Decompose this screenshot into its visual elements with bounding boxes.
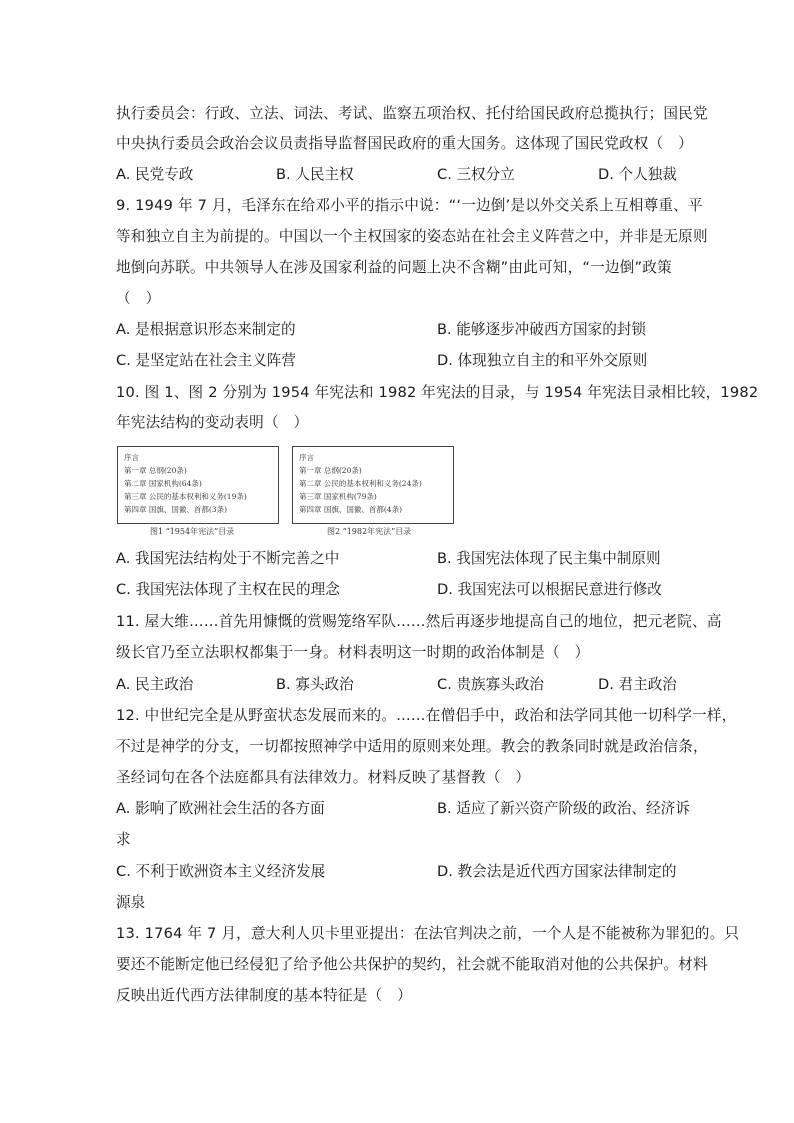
fig2-row: 第三章 国家机构(79条): [299, 492, 377, 501]
q9-stem-line-4: （ ）: [116, 290, 161, 307]
q8-option-b: B. 人民主权: [276, 166, 354, 183]
figure-2-table-of-contents: [292, 446, 454, 524]
q12-stem-line-3: 圣经词句在各个法庭都具有法律效力。材料反映了基督教（ ）: [116, 769, 531, 786]
q9-stem-line-3: 地倒向苏联。中共领导人在涉及国家利益的问题上决不含糊”由此可知，“一边倒”政策: [116, 259, 672, 276]
q13-stem-line-1: 13. 1764 年 7 月，意大利人贝卡里亚提出：在法官判决之前，一个人是不能被称为罪犯的。只: [116, 925, 740, 942]
q10-stem-line-1: 10. 图 1、图 2 分别为 1954 年宪法和 1982 年宪法的目录，与 1954 年宪法目录相比较，1982: [116, 384, 759, 401]
q8-option-c: C. 三权分立: [437, 166, 515, 183]
q13-stem-line-2: 要还不能断定他已经侵犯了给予他公共保护的契约，社会就不能取消对他的公共保护。材料: [116, 956, 708, 973]
q8-stem-line-2: 中央执行委员会政治会议员责指导监督国民政府的重大国务。这体现了国民党政权（ ）: [116, 135, 693, 152]
q10-option-a: A. 我国宪法结构处于不断完善之中: [116, 550, 340, 567]
q10-option-d: D. 我国宪法可以根据民意进行修改: [437, 581, 662, 598]
q9-option-a: A. 是根据意识形态来制定的: [116, 321, 296, 338]
figure-1-table-of-contents: [117, 446, 279, 524]
fig1-row: 第四章 国旗、国徽、首都(3条): [124, 505, 228, 514]
q13-stem-line-3: 反映出近代西方法律制度的基本特征是（ ）: [116, 987, 412, 1004]
q9-stem-line-1: 9. 1949 年 7 月，毛泽东在给邓小平的指示中说：“‘一边倒’是以外交关系上互相尊重、平: [116, 197, 703, 214]
fig2-row: 第二章 公民的基本权利和义务(24条): [299, 479, 422, 488]
fig2-row: 第一章 总纲(20条): [299, 466, 362, 475]
figure-1-caption: 图1 “1954年宪法”目录: [150, 527, 235, 536]
fig1-row: 第一章 总纲(20条): [124, 466, 187, 475]
fig1-row: 序言: [124, 453, 139, 462]
fig1-row: 第三章 公民的基本权利和义务(19条): [124, 492, 247, 501]
q8-option-a: A. 民党专政: [116, 166, 194, 183]
q12-stem-line-2: 不过是神学的分支，一切都按照神学中适用的原则来处理。教会的教条同时就是政治信条，: [116, 738, 708, 755]
q11-stem-line-1: 11. 屋大维……首先用慷慨的赏赐笼络军队……然后再逐步地提高自己的地位，把元老院、高: [116, 613, 722, 630]
q10-option-c: C. 我国宪法体现了主权在民的理念: [116, 581, 340, 598]
q11-option-c: C. 贵族寡头政治: [437, 676, 545, 693]
figure-2-caption: 图2 “1982年宪法”目录: [327, 527, 412, 536]
q9-option-d: D. 体现独立自主的和平外交原则: [437, 352, 648, 369]
q9-stem-line-2: 等和独立自主为前提的。中国以一个主权国家的姿态站在社会主义阵营之中，并非是无原则: [116, 228, 708, 245]
fig2-row: 序言: [299, 453, 314, 462]
q10-stem-line-2: 年宪法结构的变动表明（ ）: [116, 414, 309, 431]
q10-option-b: B. 我国宪法体现了民主集中制原则: [437, 550, 661, 567]
q11-option-a: A. 民主政治: [116, 676, 194, 693]
q11-stem-line-2: 级长官乃至立法职权都集于一身。材料表明这一时期的政治体制是（ ）: [116, 644, 590, 661]
q12-option-d: D. 教会法是近代西方国家法律制定的: [437, 863, 677, 880]
q12-option-d-continued: 源泉: [116, 894, 146, 911]
fig1-row: 第二章 国家机构(64条): [124, 479, 202, 488]
q12-option-b-continued: 求: [116, 831, 131, 848]
q11-option-d: D. 君主政治: [598, 676, 677, 693]
q11-option-b: B. 寡头政治: [276, 676, 354, 693]
q9-option-c: C. 是坚定站在社会主义阵营: [116, 352, 297, 369]
q12-option-a: A. 影响了欧洲社会生活的各方面: [116, 800, 325, 817]
fig2-row: 第四章 国旗、国徽、首都(4条): [299, 505, 403, 514]
q12-option-c: C. 不利于欧洲资本主义经济发展: [116, 863, 326, 880]
q8-option-d: D. 个人独裁: [598, 166, 677, 183]
q8-stem-line-1: 执行委员会：行政、立法、词法、考试、监察五项治权、托付给国民政府总揽执行；国民党: [116, 105, 708, 122]
q12-stem-line-1: 12. 中世纪完全是从野蛮状态发展而来的。……在僧侣手中，政治和法学同其他一切科学一样，: [116, 707, 737, 724]
q12-option-b: B. 适应了新兴资产阶级的政治、经济诉: [437, 800, 690, 817]
q9-option-b: B. 能够逐步冲破西方国家的封锁: [437, 321, 647, 338]
